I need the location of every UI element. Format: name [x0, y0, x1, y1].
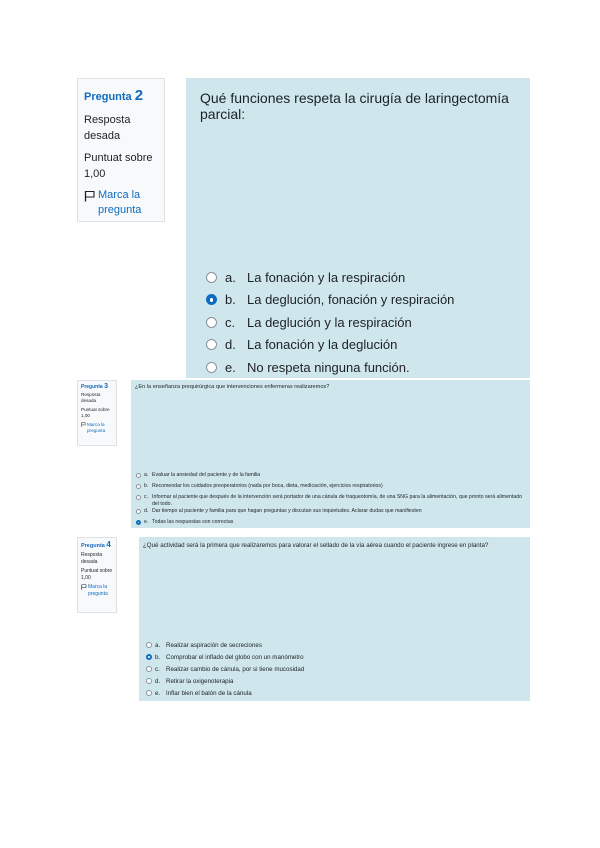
radio-button[interactable] [146, 642, 152, 648]
option-letter: b. [155, 653, 161, 661]
answer-list [206, 266, 454, 379]
flag-question-link[interactable] [81, 422, 113, 434]
option-letter: e. [155, 689, 161, 697]
question-grade: Puntuat sobre 1,00 [84, 152, 153, 180]
question-number-value: 3 [104, 383, 108, 390]
radio-selected[interactable] [136, 520, 141, 525]
question-number [81, 540, 113, 549]
question-grade: Puntuat sobre 1,00 [81, 568, 113, 581]
flag-question-link[interactable] [84, 188, 158, 218]
radio-button[interactable] [136, 495, 141, 500]
option-letter: c. [144, 494, 149, 500]
radio-button[interactable] [136, 509, 141, 514]
option-letter: a. [144, 472, 149, 478]
radio-button[interactable] [136, 484, 141, 489]
option-letter: c. [225, 314, 236, 330]
answer-option[interactable] [206, 311, 454, 334]
answer-option[interactable] [146, 675, 304, 687]
question-label: Pregunta [81, 543, 105, 549]
answer-option[interactable] [136, 494, 526, 508]
option-text: La deglución, fonación y respiración [247, 292, 455, 308]
option-text: Evaluar la ansiedad del paciente y de la familia [152, 472, 261, 478]
radio-button[interactable] [136, 473, 141, 478]
radio-selected[interactable] [146, 654, 152, 660]
option-text: Dar tiempo al paciente y familia para que hagan preguntas y discutan sus inquietudes. Aclarar dudas que manifiesten [152, 508, 422, 514]
radio-button[interactable] [146, 678, 152, 684]
option-text: La fonación y la deglución [247, 337, 398, 353]
option-letter: e. [225, 359, 236, 375]
option-text: Retirar la oxigenoterapia [166, 677, 234, 685]
radio-button[interactable] [146, 690, 152, 696]
question-state: Resposta desada [84, 114, 131, 142]
option-text: La deglución y la respiración [247, 314, 412, 330]
question-number-value: 4 [106, 540, 111, 549]
answer-option[interactable] [136, 519, 526, 530]
option-text: Informar al paciente que después de la intervención será portador de una cánula de traqueotomía, de una SNG para la alimentación, que pronto será alimentado del todo. [152, 494, 522, 507]
question-grade: Puntuat sobre 1,00 [81, 407, 110, 418]
answer-list [146, 639, 304, 699]
option-text: Todas las respuestas son correctas [152, 519, 234, 525]
radio-button[interactable] [206, 362, 217, 373]
option-text: Realizar cambio de cánula, por si tiene mucosidad [166, 665, 305, 673]
question-content-q4 [139, 537, 530, 701]
radio-button[interactable] [206, 339, 217, 350]
question-number-value: 2 [134, 87, 144, 104]
option-letter: a. [225, 269, 236, 285]
answer-option[interactable] [146, 639, 304, 651]
radio-selected[interactable] [206, 294, 217, 305]
question-info-q4 [77, 537, 117, 613]
flag-icon [81, 422, 86, 427]
flag-question-link[interactable] [81, 584, 113, 597]
option-text: Realizar aspiración de secreciones [166, 641, 262, 649]
question-text: ¿En la enseñanza prequirúrgica que intervenciones enfermeras realizaremos? [135, 384, 330, 390]
answer-list [136, 472, 526, 530]
option-letter: d. [155, 677, 161, 685]
answer-option[interactable] [136, 483, 526, 494]
flag-question-label[interactable]: Marca la pregunta [87, 422, 106, 433]
answer-option[interactable] [136, 508, 526, 519]
option-letter: d. [225, 337, 236, 353]
answer-option[interactable] [146, 687, 304, 699]
question-content-q2 [186, 78, 530, 378]
flag-question-label[interactable]: Marca la pregunta [98, 189, 142, 216]
radio-button[interactable] [146, 666, 152, 672]
flag-icon [81, 584, 87, 590]
answer-option[interactable] [146, 663, 304, 675]
option-text: Recomendar los cuidados preoperatorios (nada por boca, dieta, medicación, ejercicios respiratorios) [152, 483, 383, 489]
option-letter: a. [155, 641, 161, 649]
option-text: Inflar bien el balón de la cánula [166, 689, 252, 697]
option-letter: d. [144, 508, 149, 514]
answer-option[interactable] [206, 289, 454, 312]
option-text: La fonación y la respiración [247, 269, 406, 285]
flag-icon [84, 190, 96, 202]
question-label: Pregunta [81, 384, 103, 390]
question-text: ¿Qué actividad será la primera que realizaremos para valorar el sellado de la vía aérea cuando el paciente ingrese en planta? [143, 542, 489, 549]
answer-option[interactable] [136, 472, 526, 483]
question-content-q3 [131, 380, 530, 528]
question-number [84, 87, 158, 104]
answer-option[interactable] [206, 334, 454, 357]
question-text: Qué funciones respeta la cirugía de laringectomía parcial: [200, 90, 509, 122]
question-number [81, 383, 113, 390]
option-text: Comprobar el inflado del globo con un manómetro [166, 653, 304, 661]
option-letter: b. [225, 292, 236, 308]
option-letter: c. [155, 665, 160, 673]
question-info-q2 [77, 78, 165, 222]
question-label: Pregunta [84, 91, 132, 103]
option-text: No respeta ninguna función. [247, 359, 410, 375]
flag-question-label[interactable]: Marca la pregunta [88, 584, 108, 597]
answer-option[interactable] [206, 266, 454, 289]
question-state: Resposta desada [81, 392, 101, 403]
answer-option[interactable] [146, 651, 304, 663]
question-info-q3 [77, 380, 117, 446]
answer-option[interactable] [206, 356, 454, 379]
option-letter: e. [144, 519, 149, 525]
radio-button[interactable] [206, 317, 217, 328]
option-letter: b. [144, 483, 149, 489]
question-state: Resposta desada [81, 552, 103, 565]
radio-button[interactable] [206, 272, 217, 283]
